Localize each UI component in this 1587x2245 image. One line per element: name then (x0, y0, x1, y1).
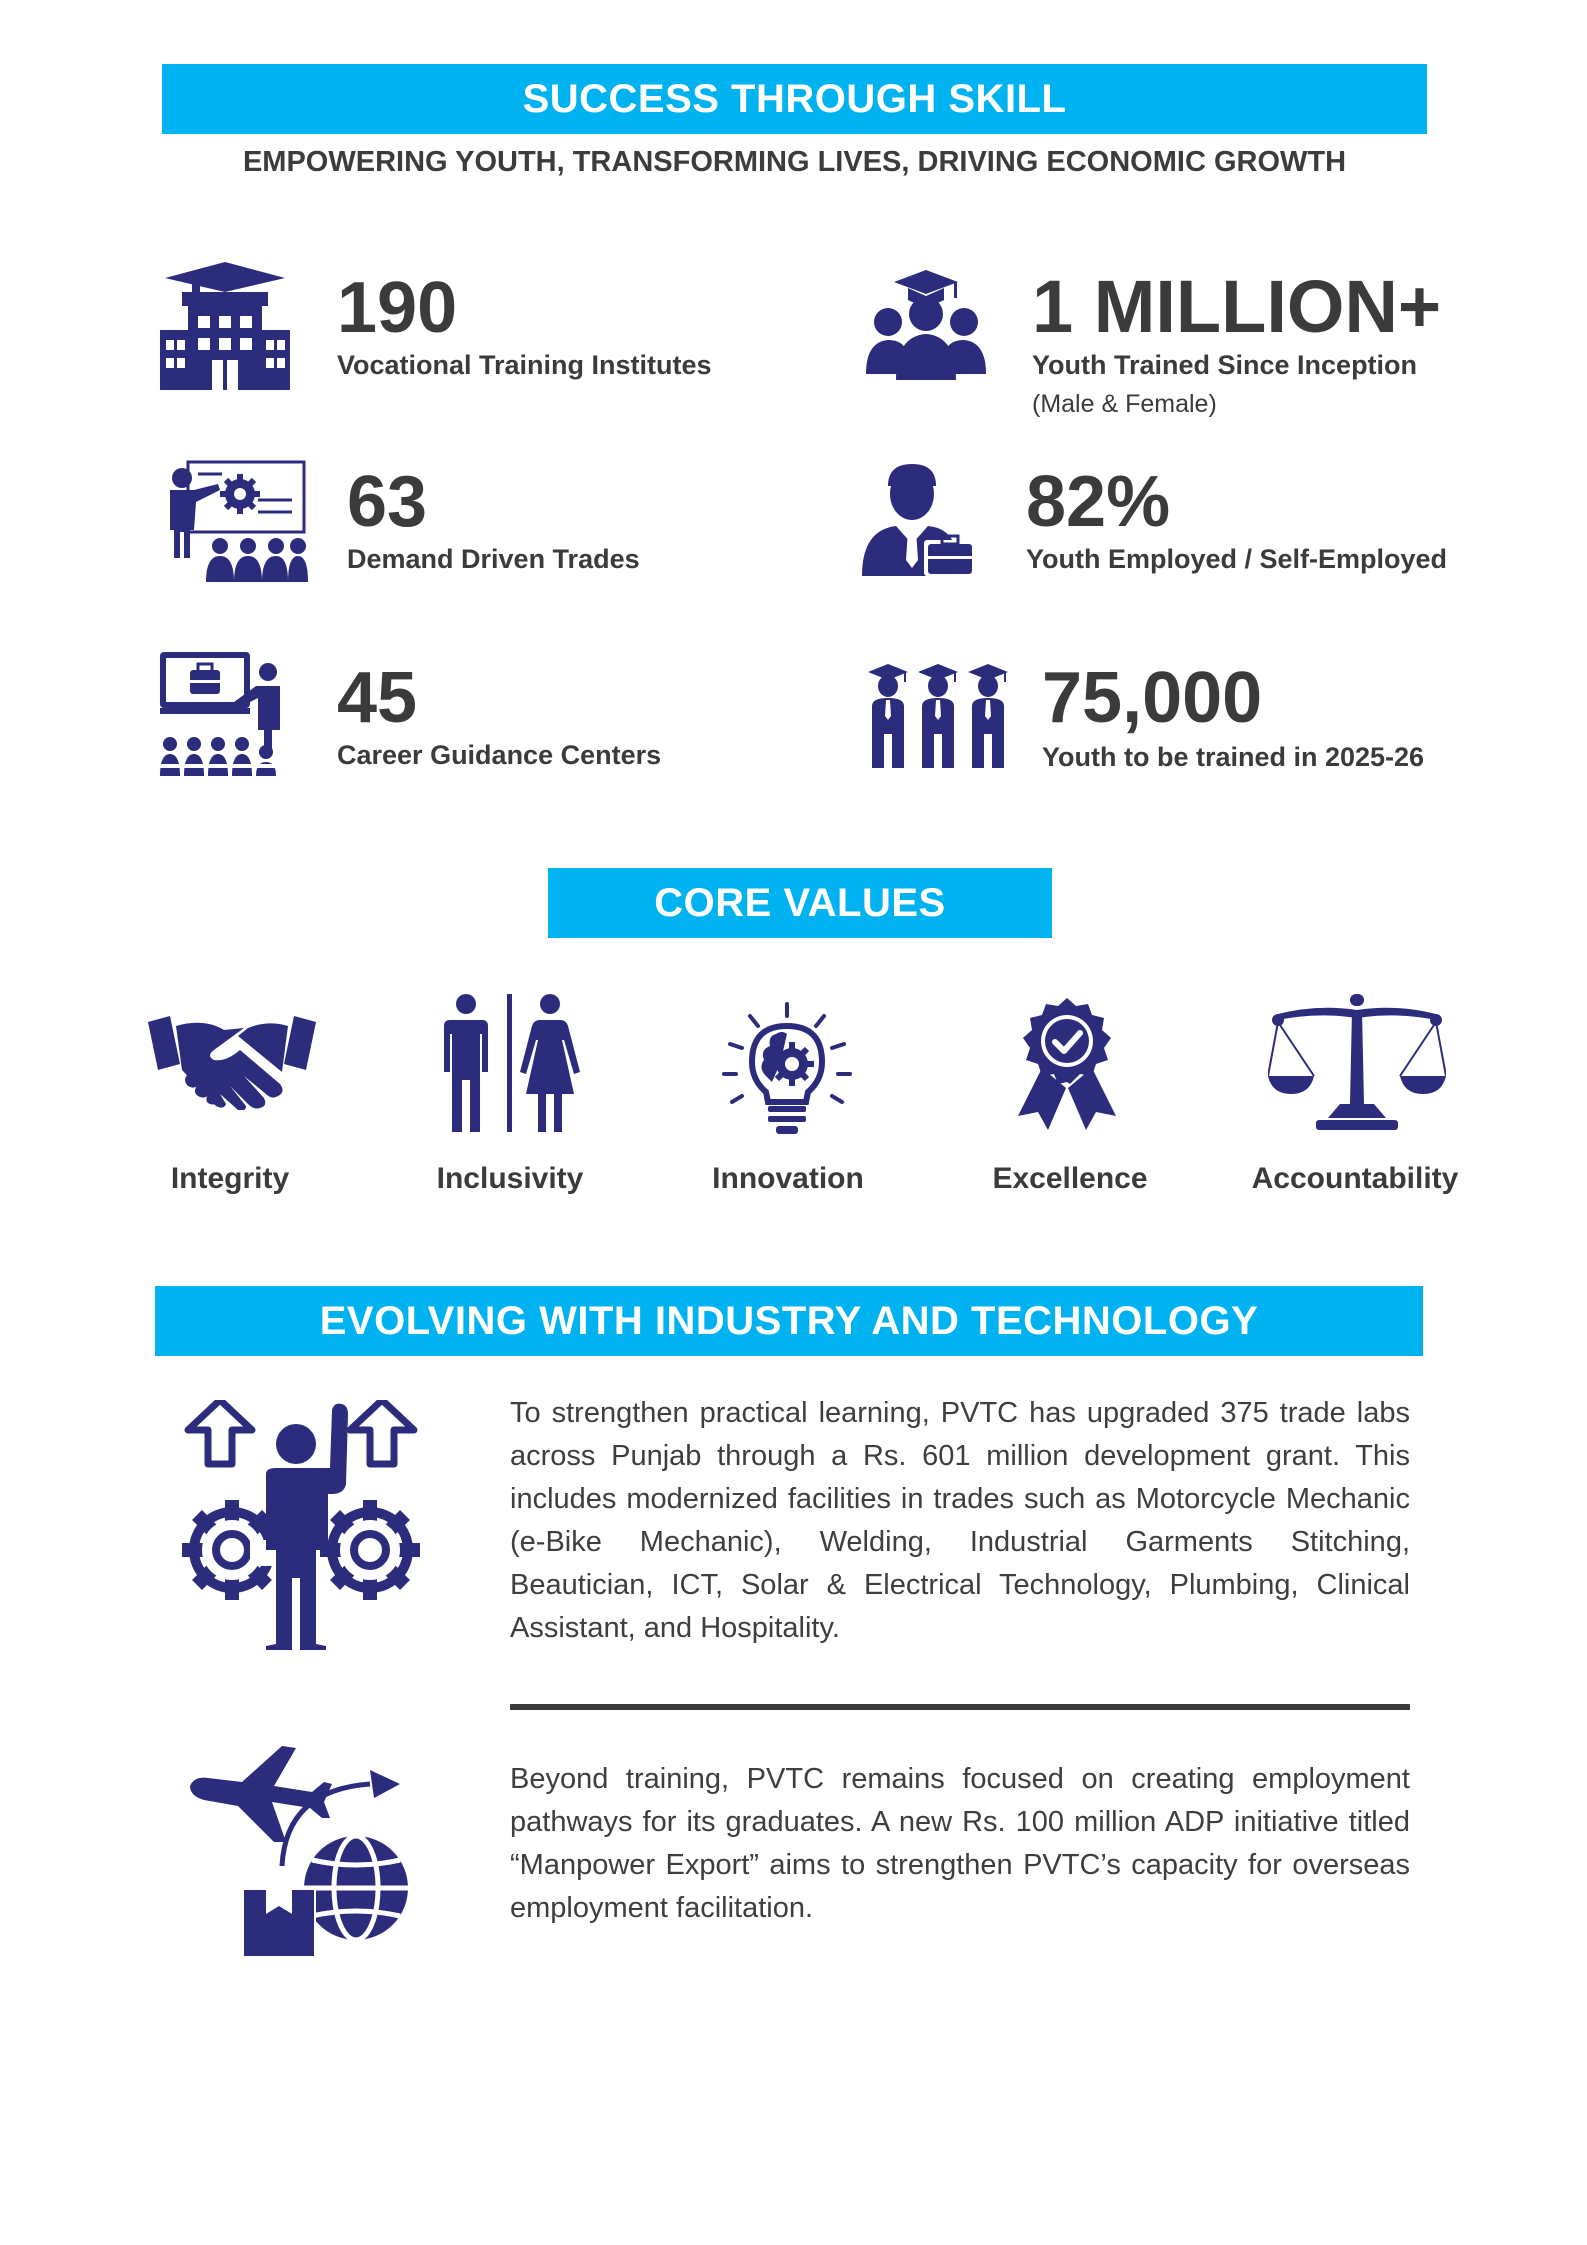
page-title: SUCCESS THROUGH SKILL (522, 76, 1067, 121)
value-label-innovation: Innovation (712, 1162, 864, 1195)
handshake-icon (148, 1014, 316, 1110)
section-divider (510, 1704, 1410, 1710)
institutes-label: Vocational Training Institutes (337, 350, 712, 380)
value-label-accountability: Accountability (1251, 1162, 1459, 1195)
value-label-excellence: Excellence (992, 1162, 1148, 1195)
trades-value: 63 (347, 462, 428, 542)
evolving-paragraph-2: Beyond training, PVTC remains focused on creating employment pathways for its graduates. A new Rs. 100 million ADP initiative titled “Manpower Export” aims to strengthen PVTC’s capacity for overseas employment facilitation. (510, 1763, 1410, 1924)
title-banner (162, 64, 1427, 134)
plane-globe-export-icon (190, 1738, 416, 1956)
employed-value: 82% (1026, 462, 1171, 542)
target-label: Youth to be trained in 2025-26 (1042, 742, 1425, 772)
employed-label: Youth Employed / Self-Employed (1026, 544, 1448, 574)
guidance-label: Career Guidance Centers (337, 740, 662, 770)
person-gears-growth-icon (180, 1400, 422, 1650)
lightbulb-gear-icon (720, 1002, 854, 1134)
evolving-banner (155, 1286, 1423, 1356)
target-value: 75,000 (1042, 658, 1263, 738)
trades-label: Demand Driven Trades (347, 544, 640, 574)
graduates-group-icon (866, 270, 986, 380)
value-label-integrity: Integrity (170, 1162, 290, 1195)
career-guidance-icon (160, 652, 288, 776)
trainer-presentation-icon (158, 460, 308, 582)
award-badge-icon (1012, 998, 1122, 1130)
core-values-banner (548, 868, 1052, 938)
evolving-title: EVOLVING WITH INDUSTRY AND TECHNOLOGY (319, 1298, 1259, 1343)
core-values-title: CORE VALUES (654, 880, 946, 925)
youth-trained-value: 1 MILLION+ (1032, 265, 1442, 348)
man-woman-icon (440, 994, 580, 1132)
guidance-value: 45 (337, 658, 418, 738)
businessman-briefcase-icon (862, 464, 976, 576)
scales-icon (1268, 994, 1446, 1130)
evolving-paragraph-1: To strengthen practical learning, PVTC has upgraded 375 trade labs across Punjab through a Rs. 601 million development grant. This includes modernized facilities in trades such as Motorcycle Mechanic (e-Bike Mechanic), Welding, Industrial Garments Stitching, Beautician, ICT, Solar & Electrical Technology, Plumbing, Clinical Assistant, and Hospitality. (510, 1397, 1410, 1644)
page-subtitle: EMPOWERING YOUTH, TRANSFORMING LIVES, DRIVING ECONOMIC GROWTH (242, 146, 1347, 178)
institutes-value: 190 (337, 268, 458, 348)
graduates-standing-icon (866, 664, 1010, 768)
youth-trained-note: (Male & Female) (1032, 390, 1217, 418)
school-building-icon (160, 262, 290, 390)
youth-trained-label: Youth Trained Since Inception (1032, 350, 1418, 380)
value-label-inclusivity: Inclusivity (436, 1162, 584, 1195)
